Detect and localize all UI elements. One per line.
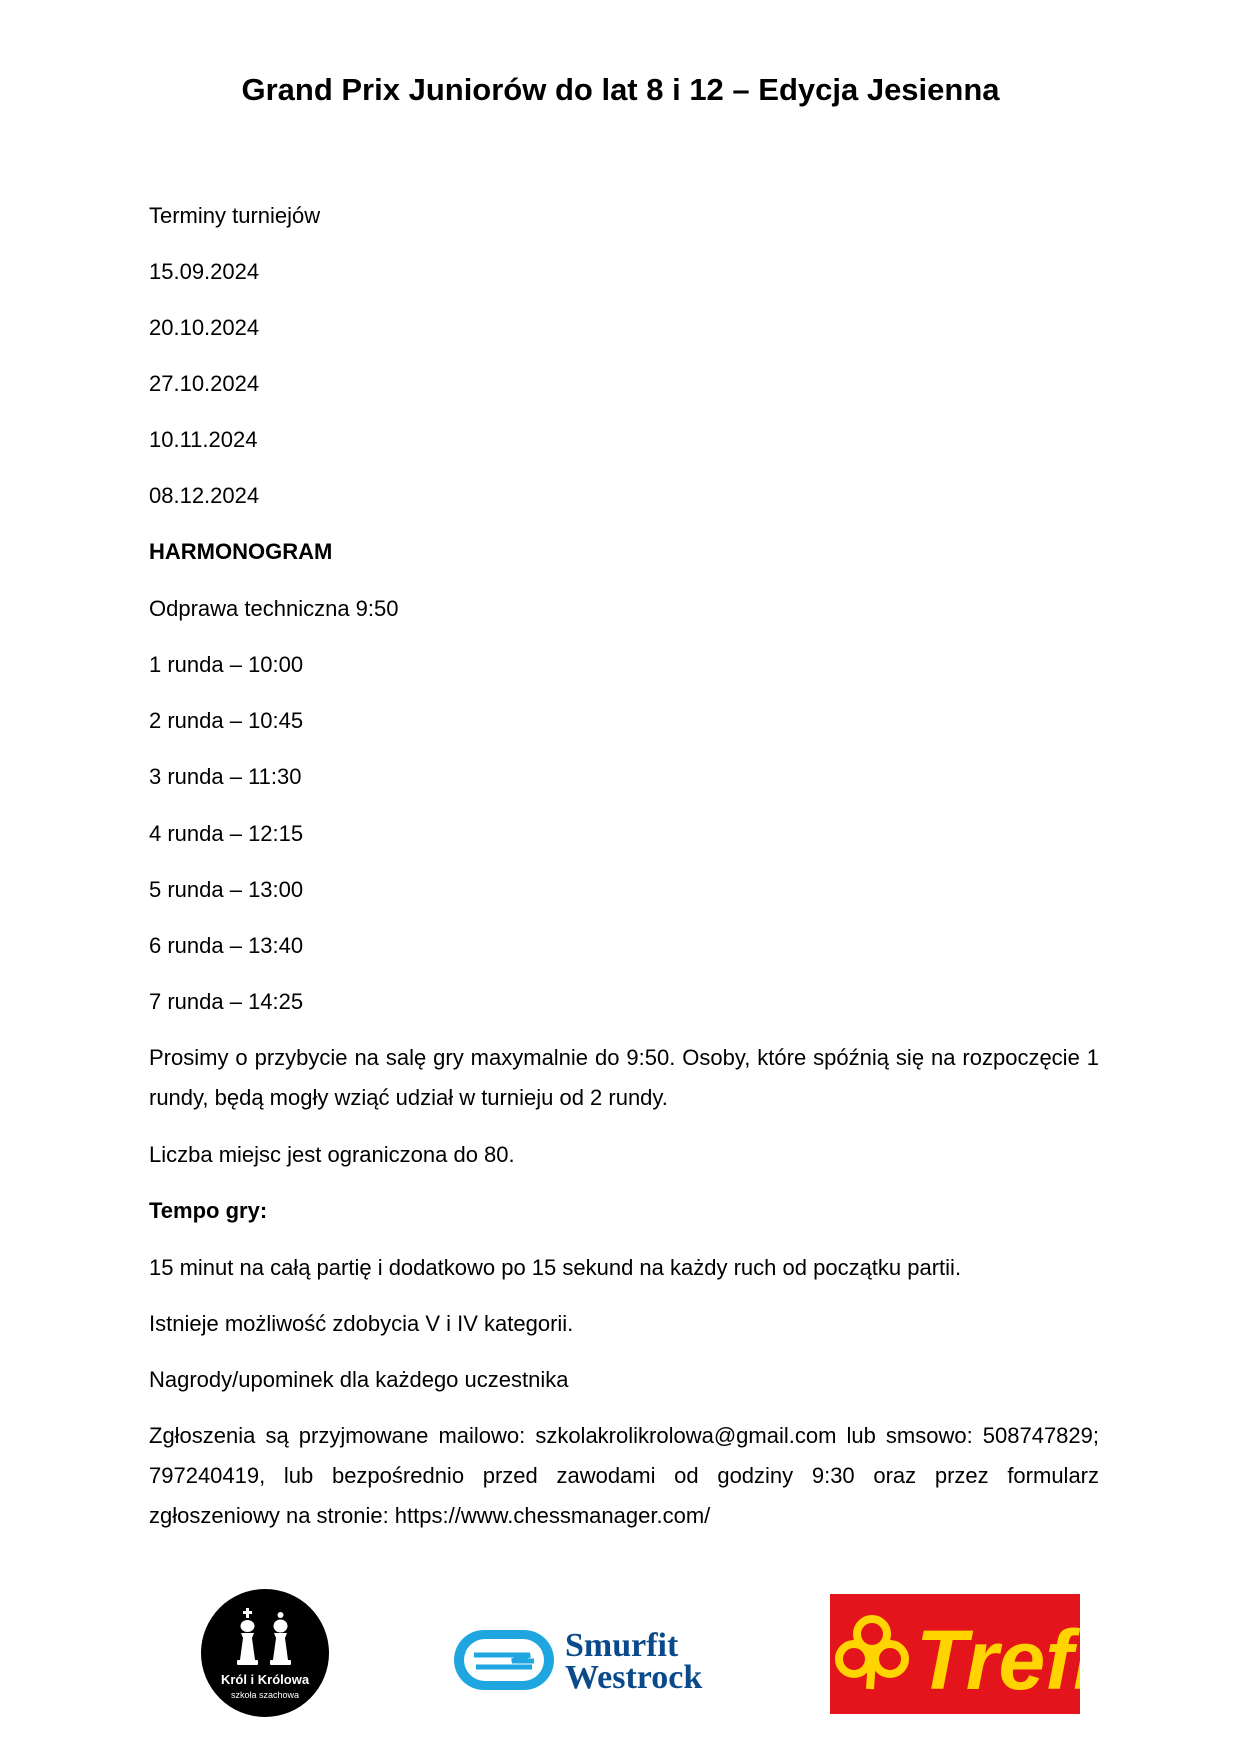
schedule-heading: HARMONOGRAM [149, 539, 333, 564]
round-item: 1 runda – 10:00 [149, 652, 304, 677]
krol-i-krolowa-logo [200, 1588, 330, 1718]
round-item: 6 runda – 13:40 [149, 933, 304, 958]
svg-text:Trefl: Trefl [916, 1613, 1080, 1707]
round-item: 5 runda – 13:00 [149, 877, 304, 902]
trefl-logo [830, 1594, 1080, 1714]
briefing-time: Odprawa techniczna 9:50 [149, 596, 399, 621]
svg-text:szkoła szachowa: szkoła szachowa [230, 1690, 300, 1700]
svg-text:Smurfit: Smurfit [565, 1627, 679, 1664]
capacity-note: Liczba miejsc jest ograniczona do 80. [149, 1142, 515, 1167]
date-item: 08.12.2024 [149, 483, 260, 508]
date-item: 20.10.2024 [149, 315, 260, 340]
svg-text:Westrock: Westrock [565, 1659, 703, 1695]
smurfit-westrock-logo [452, 1625, 722, 1695]
arrival-note: Prosimy o przybycie na salę gry maxymalnie do 9:50. Osoby, które spóźnią się na rozpoczęcie 1 rundy, będą mogły wziąć udział w turnieju od 2 rundy. [149, 1045, 1099, 1110]
tempo-heading: Tempo gry: [149, 1198, 268, 1223]
date-item: 15.09.2024 [149, 259, 260, 284]
prizes-note: Nagrody/upominek dla każdego uczestnika [149, 1367, 569, 1392]
date-item: 10.11.2024 [149, 427, 258, 452]
smurfit-emblem-icon [454, 1630, 554, 1690]
document-title: Grand Prix Juniorów do lat 8 i 12 – Edycja Jesienna [241, 72, 1000, 107]
round-item: 2 runda – 10:45 [149, 708, 304, 733]
date-item: 27.10.2024 [149, 371, 260, 396]
round-item: 7 runda – 14:25 [149, 989, 304, 1014]
registration-note: Zgłoszenia są przyjmowane mailowo: szkolakrolikrolowa@gmail.com lub smsowo: 508747829; 797240419, lub bezpośrednio przed zawodami od godziny 9:30 oraz przez formularz zgłoszeniowy na stronie: https://www.chessmanager.com/ [149, 1423, 1099, 1528]
svg-text:Król i Królowa: Król i Królowa [220, 1672, 310, 1687]
dates-heading: Terminy turniejów [149, 203, 321, 228]
tempo-text: 15 minut na całą partię i dodatkowo po 15 sekund na każdy ruch od początku partii. [149, 1255, 962, 1280]
category-note: Istnieje możliwość zdobycia V i IV kategorii. [149, 1311, 574, 1336]
round-item: 4 runda – 12:15 [149, 821, 304, 846]
round-item: 3 runda – 11:30 [149, 764, 302, 789]
